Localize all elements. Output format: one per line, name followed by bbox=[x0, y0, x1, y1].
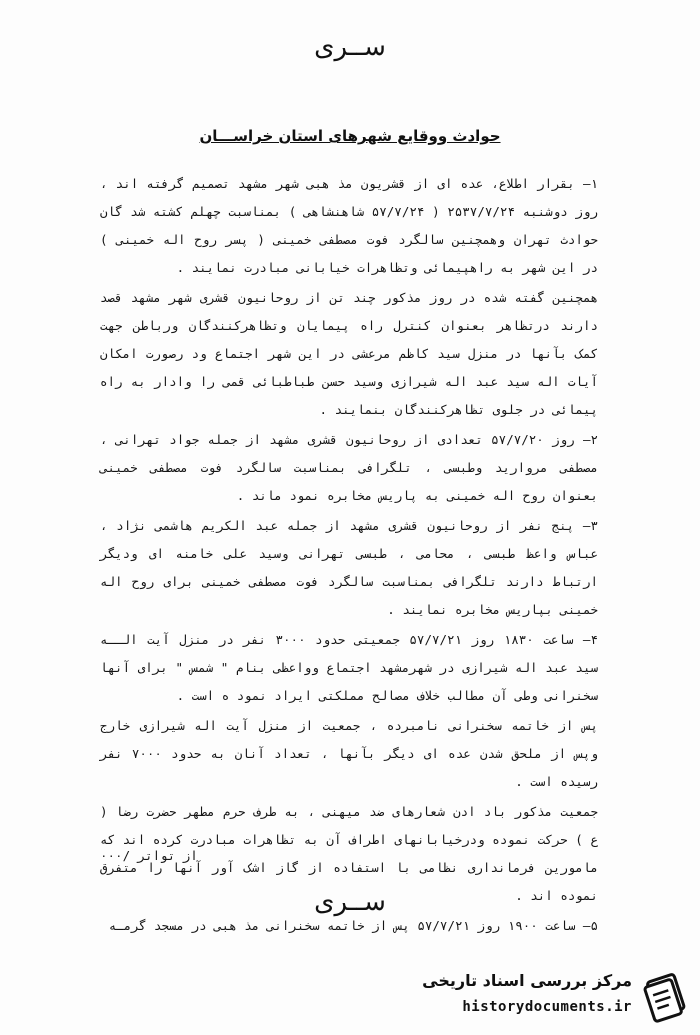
document-heading: حوادث ووقایع شهرهای استان خراســـان bbox=[199, 127, 501, 145]
paragraph-4-continued: پس از خاتمه سخنرانی نامبرده ، جمعیت از منزل آیت اله شیرازی خارج وپس از ملحق شدن عده ای دیگر بآنها ، تعداد آنان به حدود ۷۰۰۰ نفر رسیده است . bbox=[100, 718, 598, 789]
paragraph-3: ۳– پنج نفر از روحانیون قشری مشهد از جمله عبد الکریم هاشمی نژاد ، عباس واعظ طبسی ، محامی ، طبسی تهرانی وسید علی خامنه ای ودیگر ارتباط دارند تلگرافی بمناسبت سالگرد فوت مصطفی خمینی برای روح اله خمینی بپاریس مخابره نمایند . bbox=[100, 518, 598, 617]
paragraph-2: ۲– روز ۵۷/۷/۲۰ تعدادی از روحانیون قشری مشهد از جمله جواد تهرانی ، مصطفی مروارید وطبسی ، تلگرافی بمناسبت سالگرد فوت مصطفی خمینی بعنوان روح اله خمینی به پاریس مخابره نمود ماند . bbox=[100, 432, 598, 503]
archive-url: historydocuments.ir bbox=[462, 999, 632, 1015]
paragraph-1: ۱– بقرار اطلاع، عده ای از قشریون مذ هبی شهر مشهد تصمیم گرفته اند ، روز دوشنبه ۲۵۳۷/۷/۲۴ ( ۵۷/۷/۲۴ شاهنشاهی ) بمناسبت چهلم کشته شد گان حوادث تهران وهمچنین سالگرد فوت مصطفی خمینی ( پسر روح اله خمینی ) در این شهر به راهپیمائی وتظاهرات خیابانی مبادرت نمایند . bbox=[100, 176, 598, 275]
archive-name: مرکز بررسی اسناد تاریخی bbox=[422, 971, 632, 990]
paragraph-1-continued: همچنین گفته شده در روز مذکور چند تن از روحانیون قشری شهر مشهد قصد دارند درتظاهر بعنوان کنترل راه پیمایان وتظاهرکنندگان ورباطن جهت کمک بآنها در منزل سید کاظم مرعشی در این شهر اجتماع ود رصورت امکان آیات اله سید عبد اله شیرازی وسید حسن طباطبائی قمی را وادار به راه پیمائی در جلوی تظاهرکنندگان بنمایند . bbox=[100, 290, 598, 417]
archive-watermark bbox=[412, 965, 694, 1029]
document-body bbox=[100, 170, 598, 942]
classification-stamp-top: ســری bbox=[314, 32, 386, 62]
paragraph-4-conclusion: جمعیت مذکور باد ادن شعارهای ضد میهنی ، به طرف حرم مطهر حضرت رضا ( ع ) حرکت نموده ودرخیابانهای اطراف آن به تظاهرات مبادرت کرده اند که مامورین فرمانداری نظامی با استفاده از گاز اشک آور آنها را متفرق نموده اند . bbox=[100, 804, 598, 903]
reference-number: از تواتر /٠٠٠ bbox=[100, 848, 198, 863]
paragraph-5: ۵– ساعت ۱۹۰۰ روز ۵۷/۷/۲۱ پس از خاتمه سخنرانی مذ هبی در مسجد گرمـه bbox=[108, 918, 598, 933]
paragraph-4: ۴– ساعت ۱۸۳۰ روز ۵۷/۷/۲۱ جمعیتی حدود ۳۰۰۰ نفر در منزل آیت الــه سید عبد اله شیرازی در شهرمشهد اجتماع وواعظی بنام " شمس " برای آنها سخنرانی وطی آن مطالب خلاف مصالح مملکتی ایراد نمود ه است . bbox=[100, 632, 598, 703]
classification-stamp-bottom: ســری bbox=[314, 887, 386, 917]
archive-logo-icon bbox=[640, 969, 694, 1023]
